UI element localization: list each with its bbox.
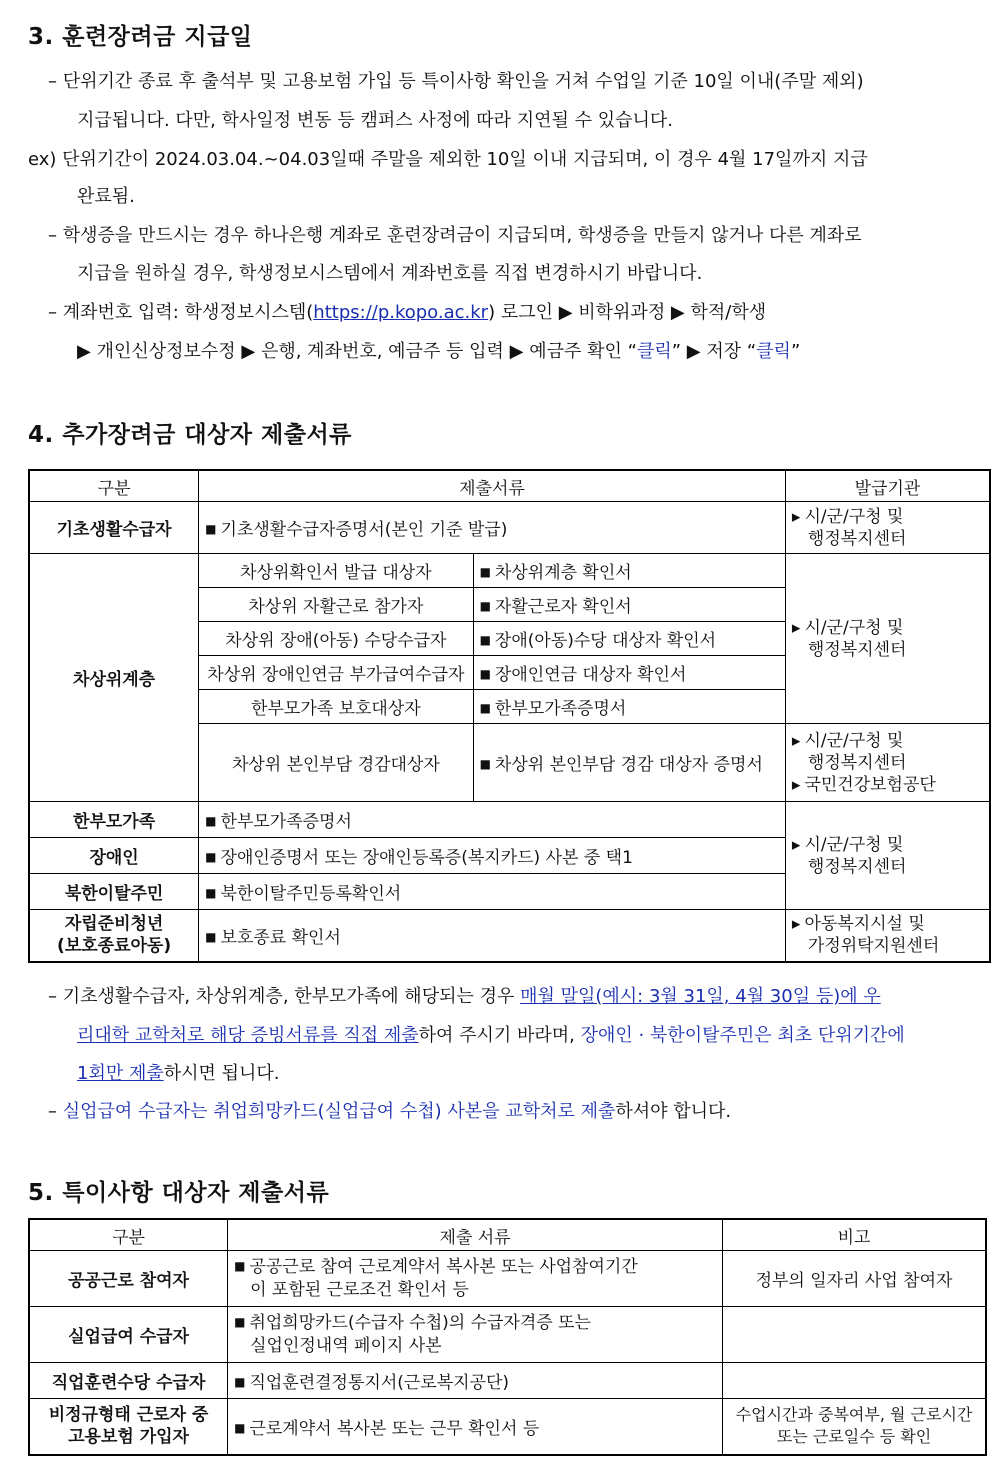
category-cell: 직업훈련수당 수급자 — [29, 1363, 228, 1399]
header-category: 구분 — [29, 470, 199, 502]
document-cell — [199, 802, 786, 838]
note-cell — [723, 1363, 986, 1399]
issuer-cell — [785, 724, 990, 802]
issuer-line2: 가정위탁지원센터 — [807, 936, 940, 957]
category-line2: (보호종료아동) — [57, 936, 172, 957]
category-line1: 비정규형태 근로자 중 — [48, 1405, 209, 1426]
document-text: ■ 장애인증명서 또는 장애인등록증(복지카드) 사본 중 택1 — [205, 848, 633, 868]
table-row — [29, 802, 990, 838]
document-text: ■ 직업훈련결정통지서(근로복지공단) — [234, 1373, 509, 1393]
document-text: ■ 북한이탈주민등록확인서 — [205, 884, 401, 904]
document-cell — [473, 724, 785, 802]
header-note: 비고 — [723, 1219, 986, 1251]
category-cell: 실업급여 수급자 — [29, 1307, 228, 1363]
s3-para3-line2 — [77, 341, 800, 363]
issuer-cell — [785, 910, 990, 962]
issuer-line2: 행정복지센터 — [807, 528, 907, 549]
section3-title: 3. 훈련장려금 지급일 — [28, 24, 253, 50]
category-cell: 한부모가족 — [29, 802, 199, 838]
s3-para3-line1 — [48, 302, 766, 324]
document-text: ■ 한부모가족증명서 — [480, 699, 627, 719]
s4-note2-end: 하셔야 합니다. — [615, 1101, 732, 1122]
table-row — [29, 910, 990, 962]
s3-para2-line1: – 학생증을 만드시는 경우 하나은행 계좌로 훈련장려금이 지급되며, 학생증을 만들지 않거나 다른 계좌로 — [48, 225, 862, 246]
document-line1: ■ 공공근로 참여 근로계약서 복사본 또는 사업참여기간 — [234, 1256, 716, 1279]
note-cell — [723, 1307, 986, 1363]
document-text: ■ 장애(아동)수당 대상자 확인서 — [480, 631, 716, 651]
document-text: ■ 자활근로자 확인서 — [480, 597, 632, 617]
special-case-table — [28, 1218, 987, 1456]
s4-note2 — [48, 1101, 731, 1123]
document-cell — [473, 656, 785, 690]
category-cell: 북한이탈주민 — [29, 874, 199, 910]
issuer-line1: ▸ 시/군/구청 및 — [792, 617, 983, 639]
target-cell: 차상위 장애인연금 부가급여수급자 — [199, 656, 473, 690]
s4-note1-end: 하시면 됩니다. — [163, 1063, 280, 1084]
issuer-line1: ▸ 시/군/구청 및 — [792, 730, 983, 752]
document-line2: 실업인정내역 페이지 사본 — [250, 1336, 442, 1356]
s4-note2-highlight: 실업급여 수급자는 취업희망카드(실업급여 수첩) 사본을 교학처로 제출 — [62, 1101, 616, 1122]
s3-para3-line2-end: ” — [790, 341, 801, 362]
section5-title: 5. 특이사항 대상자 제출서류 — [28, 1180, 330, 1206]
document-text: ■ 기초생활수급자증명서(본인 기준 발급) — [205, 520, 507, 540]
category-line1: 자립준비청년 — [64, 914, 164, 935]
table-header-row — [29, 1219, 986, 1251]
target-cell: 차상위 자활근로 참가자 — [199, 588, 473, 622]
issuer-cell — [785, 802, 990, 910]
target-cell: 차상위 본인부담 경감대상자 — [199, 724, 473, 802]
header-documents: 제출서류 — [199, 470, 786, 502]
s3-example-line1: ex) 단위기간이 2024.03.04.~04.03일때 주말을 제외한 10일 이내 지급되며, 이 경우 4월 17일까지 지급 — [28, 149, 868, 170]
target-cell: 차상위확인서 발급 대상자 — [199, 554, 473, 588]
issuer-cell — [785, 554, 990, 724]
category-cell: 공공근로 참여자 — [29, 1251, 228, 1307]
issuer-line1: ▸ 시/군/구청 및 — [792, 834, 983, 856]
document-line1: ■ 취업희망카드(수급자 수첩)의 수급자격증 또는 — [234, 1312, 716, 1335]
s3-example-line2: 완료됨. — [77, 186, 135, 207]
document-cell — [228, 1363, 723, 1399]
category-cell: 기초생활수급자 — [29, 502, 199, 554]
s4-note1-highlight3: 장애인 · 북한이탈주민은 최초 단위기간에 — [580, 1025, 905, 1046]
issuer-line2: 행정복지센터 — [807, 752, 907, 773]
document-cell — [473, 622, 785, 656]
issuer-line1: ▸ 아동복지시설 및 — [792, 913, 983, 935]
click-word-2: 클릭 — [756, 341, 791, 362]
s3-para2-line2: 지급을 원하실 경우, 학생정보시스템에서 계좌번호를 직접 변경하시기 바랍니다. — [77, 263, 703, 284]
category-cell: 장애인 — [29, 838, 199, 874]
table-row — [29, 1307, 986, 1363]
issuer-line2: 행정복지센터 — [807, 856, 907, 877]
header-documents: 제출 서류 — [228, 1219, 723, 1251]
document-cell — [199, 502, 786, 554]
s4-note1-mid: 하여 주시기 바라며, — [418, 1025, 581, 1046]
issuer-line3: ▸ 국민건강보험공단 — [792, 774, 983, 796]
document-cell — [473, 690, 785, 724]
s3-para3-line2-mid: ” ▶ 저장 “ — [671, 341, 757, 362]
s3-para3-suffix: ) 로그인 ▶ 비학위과정 ▶ 학적/학생 — [488, 302, 767, 323]
s4-note1-line3 — [77, 1063, 280, 1085]
portal-link[interactable]: https://p.kopo.ac.kr — [313, 302, 489, 323]
s4-note2-prefix: – — [48, 1101, 63, 1122]
document-cell — [199, 910, 786, 962]
header-issuer: 발급기관 — [785, 470, 990, 502]
issuer-cell — [785, 502, 990, 554]
s4-note1-highlight2: 리대학 교학처로 해당 증빙서류를 직접 제출 — [77, 1025, 419, 1046]
category-cell — [29, 1399, 228, 1455]
section4-title: 4. 추가장려금 대상자 제출서류 — [28, 422, 352, 448]
category-cell — [29, 910, 199, 962]
document-cell — [473, 588, 785, 622]
document-line2: 이 포함된 근로조건 확인서 등 — [250, 1280, 469, 1300]
target-cell: 차상위 장애(아동) 수당수급자 — [199, 622, 473, 656]
additional-allowance-table — [28, 469, 991, 963]
s3-para3-prefix: – 계좌번호 입력: 학생정보시스템( — [48, 302, 314, 323]
note-cell — [723, 1399, 986, 1455]
category-cell: 차상위계층 — [29, 554, 199, 802]
issuer-line2: 행정복지센터 — [807, 639, 907, 660]
s4-note1-line2 — [77, 1025, 905, 1047]
table-row — [29, 1363, 986, 1399]
target-cell: 한부모가족 보호대상자 — [199, 690, 473, 724]
table-row — [29, 1399, 986, 1455]
s4-note1-highlight: 매월 말일(예시: 3월 31일, 4월 30일 등)에 우 — [520, 986, 881, 1007]
note-cell: 정부의 일자리 사업 참여자 — [723, 1251, 986, 1307]
document-cell — [228, 1399, 723, 1455]
table-row — [29, 1251, 986, 1307]
issuer-line1: ▸ 시/군/구청 및 — [792, 506, 983, 528]
header-category: 구분 — [29, 1219, 228, 1251]
s3-para1-line2: 지급됩니다. 다만, 학사일정 변동 등 캠퍼스 사정에 따라 지연될 수 있습니다. — [77, 110, 674, 131]
note-line2: 또는 근로일수 등 확인 — [776, 1427, 932, 1447]
document-cell — [199, 874, 786, 910]
document-text: ■ 차상위계층 확인서 — [480, 563, 632, 583]
document-cell — [228, 1251, 723, 1307]
document-text: ■ 장애인연금 대상자 확인서 — [480, 665, 687, 685]
document-text: ■ 근로계약서 복사본 또는 근무 확인서 등 — [234, 1419, 539, 1439]
table-header-row — [29, 470, 990, 502]
s4-note1-prefix: – 기초생활수급자, 차상위계층, 한부모가족에 해당되는 경우 — [48, 986, 521, 1007]
category-line2: 고용보험 가입자 — [68, 1427, 189, 1448]
s4-note1-highlight4: 1회만 제출 — [77, 1063, 164, 1084]
s4-note1-line1 — [48, 986, 881, 1008]
document-cell — [199, 838, 786, 874]
s3-para1-line1: – 단위기간 종료 후 출석부 및 고용보험 가입 등 특이사항 확인을 거쳐 수업일 기준 10일 이내(주말 제외) — [48, 71, 864, 92]
document-text: ■ 차상위 본인부담 경감 대상자 증명서 — [480, 755, 763, 775]
document-cell — [228, 1307, 723, 1363]
document-text: ■ 보호종료 확인서 — [205, 928, 341, 948]
note-line1: 수업시간과 중복여부, 월 근로시간 — [735, 1405, 973, 1425]
table-row — [29, 502, 990, 554]
document-cell — [473, 554, 785, 588]
table-row — [29, 554, 990, 588]
document-text: ■ 한부모가족증명서 — [205, 812, 352, 832]
click-word-1: 클릭 — [636, 341, 672, 362]
s3-para3-line2-prefix: ▶ 개인신상정보수정 ▶ 은행, 계좌번호, 예금주 등 입력 ▶ 예금주 확인 “ — [77, 341, 637, 362]
